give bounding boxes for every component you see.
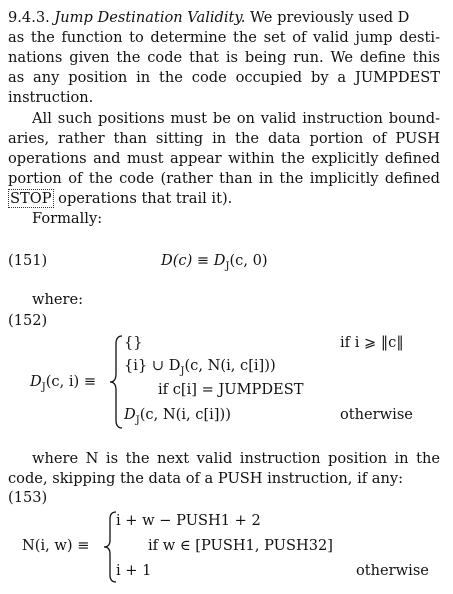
p2-line-4 xyxy=(8,189,232,209)
eq151-label: (151) xyxy=(8,252,48,269)
eq152-case2b: if c[i] = JUMPDEST xyxy=(158,381,304,398)
eq152-case1: {} xyxy=(124,334,143,351)
eq153-case3: i + 1 xyxy=(116,562,152,579)
eq153-label: (153) xyxy=(8,489,48,506)
eq151-body xyxy=(161,252,268,272)
p2-line-3: portion of the code (rather than in the implicitly defined xyxy=(8,170,440,187)
eq152-case2a: {i} ∪ $D_J(c$, N(i, c[i])) xyxy=(124,357,276,377)
p1-line-4: instruction. xyxy=(8,89,94,106)
section-heading-line xyxy=(8,8,409,28)
p2-line-2: operations and must appear within the explicitly defined xyxy=(8,150,440,167)
eq152-case1-cond: if i ⩾ ‖c‖ xyxy=(340,334,404,351)
p2-line-4-tail: operations that trail it). xyxy=(53,190,233,207)
stop-link[interactable]: STOP xyxy=(10,190,52,207)
p1-line-0: We previously used D xyxy=(245,9,410,26)
eq152-lhs: $D_J(c$, i) ≡ xyxy=(30,373,97,393)
eq153-case1: i + w − PUSH1 + 2 xyxy=(116,512,261,529)
eq153-lhs: N(i, w) ≡ xyxy=(22,537,90,554)
eq152-label: (152) xyxy=(8,312,48,329)
p2-line-0: All such positions must be on valid instruction bound- xyxy=(32,110,440,127)
where2-line-1: code, skipping the data of a PUSH instruction, if any: xyxy=(8,470,404,487)
where2-line-0: where N is the next valid instruction position in the xyxy=(32,450,440,467)
eq152-case3-cond: otherwise xyxy=(340,406,413,423)
eq152-case3: $D_J(c$, N(i, c[i])) xyxy=(124,406,231,426)
section-number: 9.4.3. xyxy=(8,9,50,26)
p1-line-1: as the function to determine the set of valid jump desti- xyxy=(8,29,440,46)
eq153-case2: if w ∈ [PUSH1, PUSH32] xyxy=(148,537,333,554)
eq151-lhs: D(c) ≡ D xyxy=(161,252,226,269)
p1-line-3: as any position in the code occupied by a JUMPDEST xyxy=(8,69,440,86)
section-title: Jump Destination Validity. xyxy=(54,9,246,26)
eq151-rhs: (c, 0) xyxy=(229,252,268,269)
where-text: where: xyxy=(32,291,84,308)
eq153-case3-cond: otherwise xyxy=(356,562,429,579)
p1-line-2: nations given the code that is being run. We define this xyxy=(8,49,440,66)
p2-line-1: aries, rather than sitting in the data portion of PUSH xyxy=(8,130,440,147)
formally-text: Formally: xyxy=(32,210,103,227)
eq151-sub: J xyxy=(225,260,230,272)
